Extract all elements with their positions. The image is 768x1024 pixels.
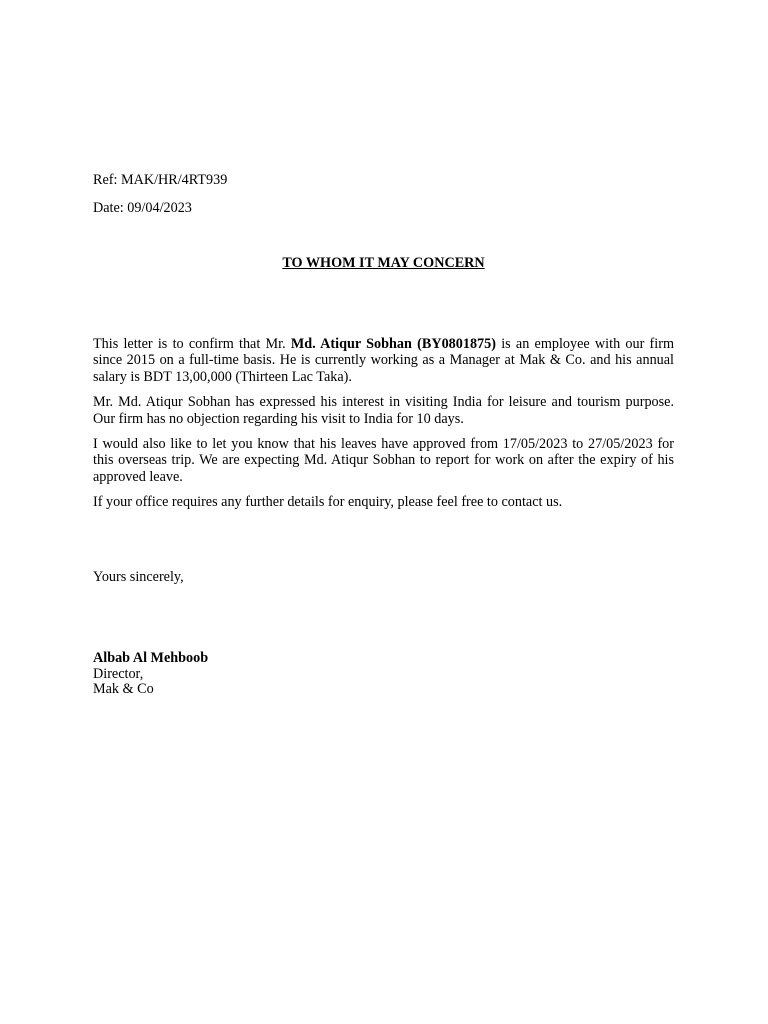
closing-salutation: Yours sincerely, (93, 569, 184, 585)
letter-heading: TO WHOM IT MAY CONCERN (282, 255, 485, 271)
paragraph-travel-purpose: Mr. Md. Atiqur Sobhan has expressed his interest in visiting India for leisure and tourism purpose. Our firm has no objection regarding his visit to India for 10 days. (93, 394, 674, 427)
paragraph-contact: If your office requires any further details for enquiry, please feel free to contact us. (93, 494, 563, 511)
signatory-company: Mak & Co (93, 681, 154, 698)
paragraph-employment-lead: This letter is to confirm that Mr. (93, 336, 291, 352)
signature-block (93, 651, 208, 698)
signatory-name: Albab Al Mehboob (93, 650, 209, 666)
letter-body (93, 336, 674, 520)
paragraph-employment (93, 336, 674, 385)
employee-name: Md. Atiqur Sobhan (BY0801875) (290, 336, 496, 352)
reference-number: Ref: MAK/HR/4RT939 (93, 172, 228, 188)
paragraph-employment-rest: is an employee with our firm since 2015 on a full-time basis. He is currently working as a Manager at Mak & Co. and his annual salary is BDT 13,00,000 (Thirteen Lac Taka). (93, 336, 674, 385)
paragraph-leave-dates: I would also like to let you know that his leaves have approved from 17/05/2023 to 27/05/2023 for this overseas trip. We are expecting Md. Atiqur Sobhan to report for work on after the expiry of his approved leave. (93, 436, 674, 485)
letter-date: Date: 09/04/2023 (93, 200, 192, 216)
signatory-title: Director, (93, 665, 144, 682)
